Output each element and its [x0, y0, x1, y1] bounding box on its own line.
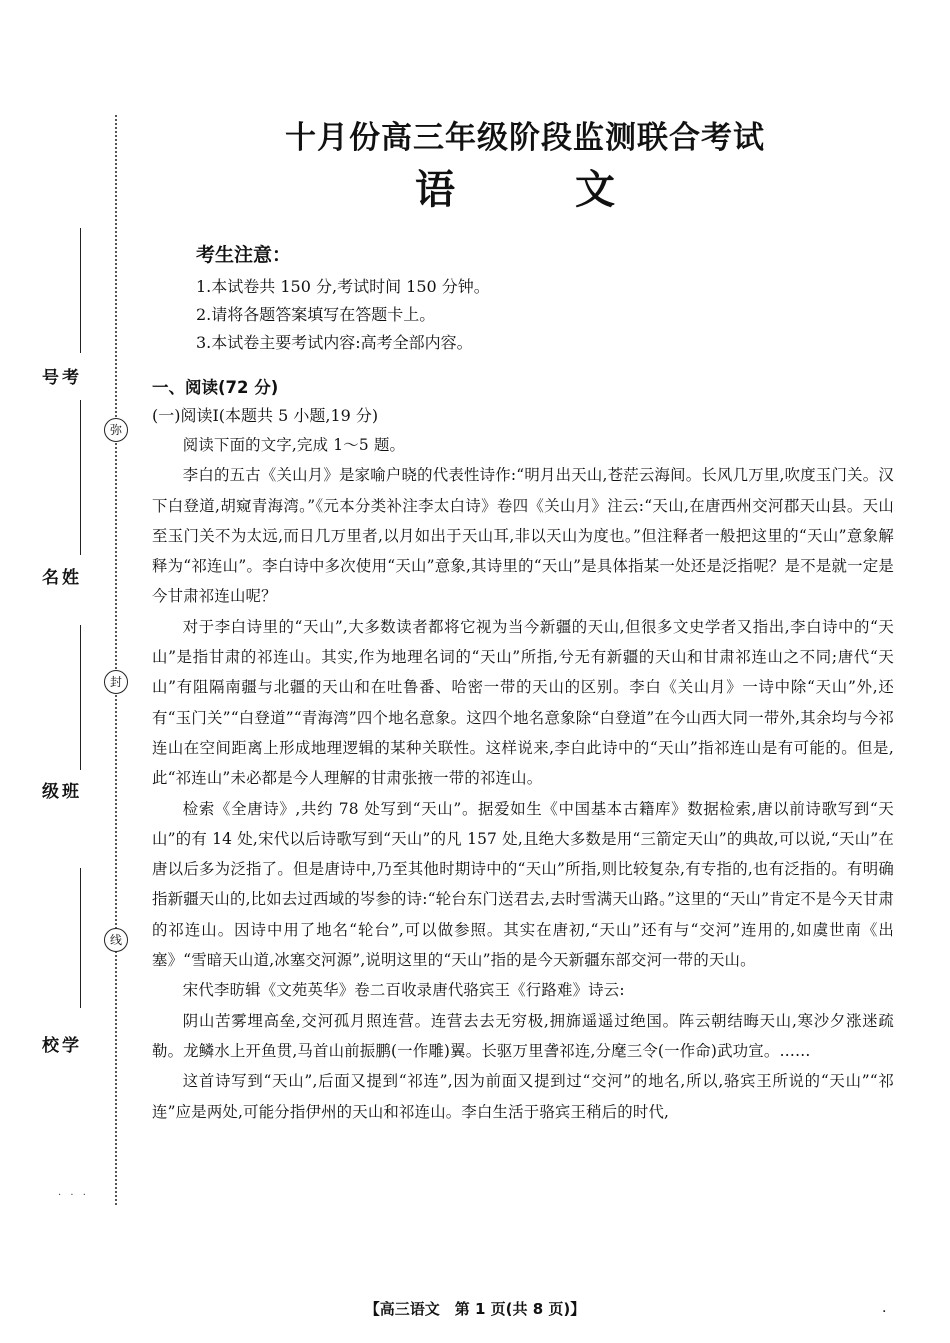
seal-char-mi: 弥 [104, 418, 128, 442]
seal-char-xian: 线 [104, 928, 128, 952]
school-label: 学校 [38, 1036, 78, 1053]
instruction-text: 阅读下面的文字,完成 1～5 题。 [182, 436, 406, 454]
name-label: 姓名 [38, 568, 78, 585]
passage-paragraph: 李白的五古《关山月》是家喻户晓的代表性诗作:“明月出天山,苍茫云海间。长风几万里,吹度玉门关。汉下白登道,胡窥青海湾。”《元本分类补注李太白诗》卷四《关山月》注云:“天山,在唐西州交河郡天山县。天山至玉门关不为太远,而日几万里者,以月如出于天山耳,非以天山为度也。”但注释者一般把这里的“天山”意象解释为“祁连山”。李白诗中多次使用“天山”意象,其诗里的“天山”是具体指某一处还是泛指呢？是不是就一定是今甘肃祁连山呢？ [152, 466, 894, 606]
poem-quote: 阴山苦雾埋高垒,交河孤月照连营。连营去去无穷极,拥旆遥遥过绝国。阵云朝结晦天山,寒沙夕涨迷疏勒。龙鳞水上开鱼贯,马首山前振鹏(一作雕)翼。长驱万里詟祁连,分麾三令(一作命)武功宣。…… [152, 1011, 894, 1060]
class-line [80, 625, 81, 770]
passage-paragraph: 宋代李昉辑《文苑英华》卷二百收录唐代骆宾王《行路难》诗云: [182, 981, 625, 1000]
subject-char-1: 语 [415, 167, 455, 213]
section-heading: 一、阅读(72 分) [152, 378, 279, 397]
passage-paragraph: 这首诗写到“天山”,后面又提到“祁连”,因为前面又提到过“交河”的地名,所以,骆宾王所说的“天山”“祁连”应是两处,可能分指伊州的天山和祁连山。李白生活于骆宾王稍后的时代, [152, 1072, 894, 1121]
exam-notice [196, 240, 796, 357]
class-label: 班级 [38, 782, 78, 799]
binding-margin [0, 0, 140, 1343]
school-line [80, 868, 81, 1008]
margin-dots: · · · [58, 1190, 89, 1201]
subsection-heading: (一)阅读Ⅰ(本题共 5 小题,19 分) [152, 406, 379, 425]
passage-paragraph: 检索《全唐诗》,共约 78 处写到“天山”。据爱如生《中国基本古籍库》数据检索,唐以前诗歌写到“天山”的有 14 处,宋代以后诗歌写到“天山”的凡 157 处,且绝大多数是用“三箭定天山”的典故,可以说,“天山”在唐以后多为泛指了。但是唐诗中,乃至其他时期诗中的“天山”所指,则比较复杂,有专指的,也有泛指的。有明确指新疆天山的,比如去过西域的岑参的诗:“轮台东门送君去,去时雪满天山路。”这里的“天山”肯定不是今天甘肃的祁连山。因诗中用了地名“轮台”,可以做参照。其实在唐初,“天山”还有与“交河”连用的,如虞世南《出塞》“雪暗天山道,冰塞交河源”,说明这里的“天山”指的是今天新疆东部交河一带的天山。 [152, 799, 894, 970]
footer-mark: . [882, 1300, 887, 1316]
notice-item: 2.请将各题答案填写在答题卡上。 [196, 305, 436, 324]
name-line [80, 400, 81, 555]
seal-dotted-line [115, 115, 117, 1205]
exam-number-line [80, 228, 81, 353]
reading-section [152, 374, 894, 1127]
notice-heading: 考生注意： [196, 244, 292, 266]
subject-char-2: 文 [575, 167, 615, 213]
seal-char-feng: 封 [104, 670, 128, 694]
passage-paragraph: 对于李白诗里的“天山”,大多数读者都将它视为当今新疆的天山,但很多文史学者又指出,李白诗中的“天山”是指甘肃的祁连山。其实,作为地理名词的“天山”所指,兮无有新疆的天山和甘肃祁连山之不同;唐代“天山”有阻隔南疆与北疆的天山和在吐鲁番、哈密一带的天山的区别。李白《关山月》一诗中除“天山”外,还有“玉门关”“白登道”“青海湾”四个地名意象。这四个地名意象除“白登道”在今山西大同一带外,其余均与今祁连山在空间距离上形成地理逻辑的某种关联性。这样说来,李白此诗中的“天山”指祁连山是有可能的。但是,此“祁连山”未必都是今人理解的甘肃张掖一带的祁连山。 [152, 617, 894, 788]
notice-item: 1.本试卷共 150 分,考试时间 150 分钟。 [196, 277, 490, 296]
notice-item: 3.本试卷主要考试内容:高考全部内容。 [196, 333, 473, 352]
exam-title: 十月份高三年级阶段监测联合考试 [285, 120, 765, 156]
exam-number-label: 考号 [38, 368, 78, 385]
page-footer: 【高三语文 第 1 页(共 8 页)】 [364, 1300, 586, 1318]
